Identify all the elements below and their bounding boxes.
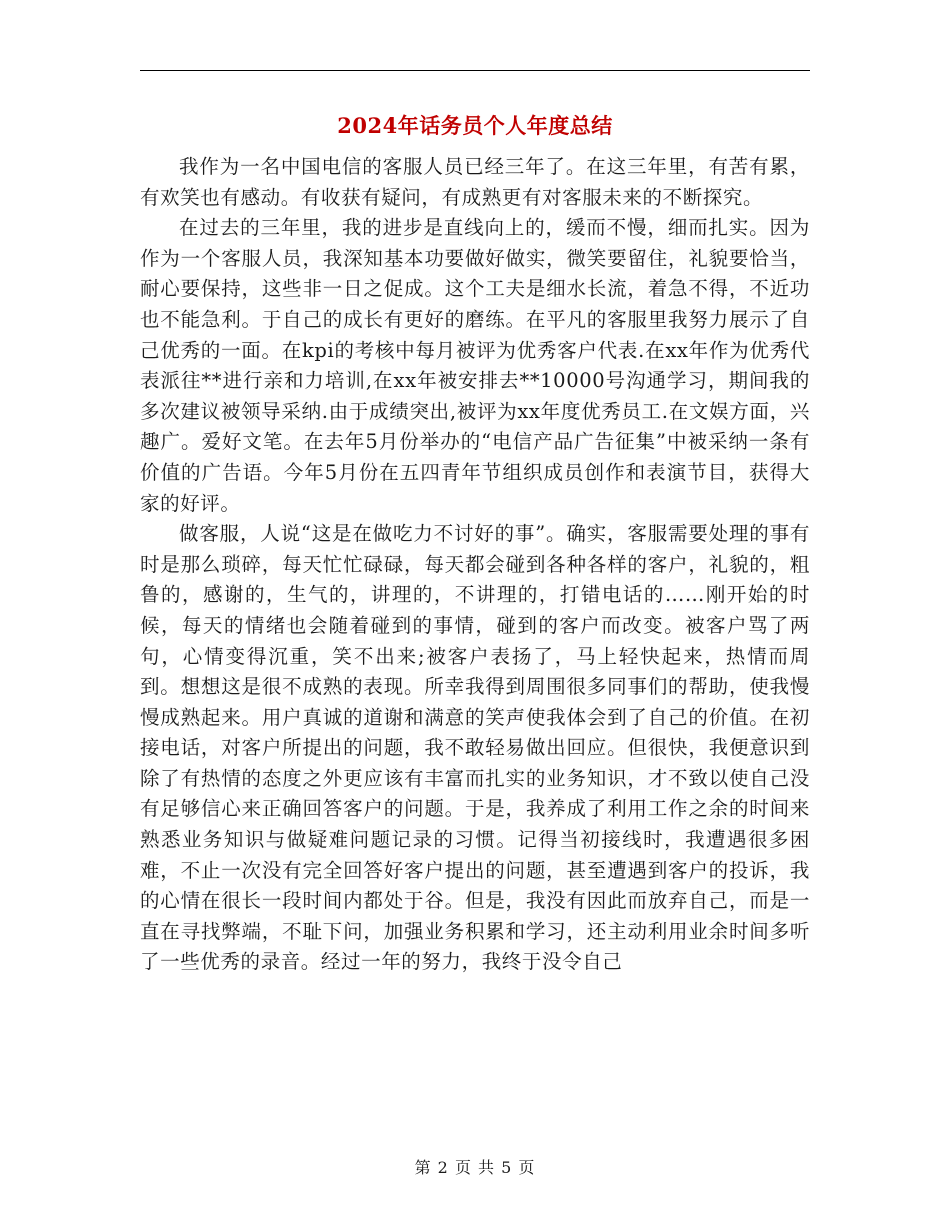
paragraph-3: 做客服，人说“这是在做吃力不讨好的事”。确实，客服需要处理的事有时是那么琐碎，每天忙忙碌碌，每天都会碰到各种各样的客户，礼貌的，粗鲁的，感谢的，生气的，讲理的，不讲理的，打错电话的……刚开始的时候，每天的情绪也会随着碰到的事情，碰到的客户而改变。被客户骂了两句，心情变得沉重，笑不出来;被客户表扬了，马上轻快起来，热情而周到。想想这是很不成熟的表现。所幸我得到周围很多同事们的帮助，使我慢慢成熟起来。用户真诚的道谢和满意的笑声使我体会到了自己的价值。在初接电话，对客户所提出的问题，我不敢轻易做出回应。但很快，我便意识到除了有热情的态度之外更应该有丰富而扎实的业务知识，才不致以使自己没有足够信心来正确回答客户的问题。于是，我养成了利用工作之余的时间来熟悉业务知识与做疑难问题记录的习惯。记得当初接线时，我遭遇很多困难，不止一次没有完全回答好客户提出的问题，甚至遭遇到客户的投诉，我的心情在很长一段时间内都处于谷。但是，我没有因此而放弃自己，而是一直在寻找弊端，不耻下问，加强业务积累和学习，还主动利用业余时间多听了一些优秀的录音。经过一年的努力，我终于没令自己 xyxy=(140,522,810,974)
paragraph-1: 我作为一名中国电信的客服人员已经三年了。在这三年里，有苦有累，有欢笑也有感动。有收获有疑问，有成熟更有对客服未来的不断探究。 xyxy=(140,155,810,209)
paragraph-2: 在过去的三年里，我的进步是直线向上的，缓而不慢，细而扎实。因为作为一个客服人员，我深知基本功要做好做实，微笑要留住，礼貌要恰当，耐心要保持，这些非一日之促成。这个工夫是细水长流，着急不得，不近功也不能急利。于自己的成长有更好的磨练。在平凡的客服里我努力展示了自己优秀的一面。在kpi的考核中每月被评为优秀客户代表.在xx年作为优秀代表派往**进行亲和力培训,在xx年被安排去**10000号沟通学习，期间我的多次建议被领导采纳.由于成绩突出,被评为xx年度优秀员工.在文娱方面，兴趣广。爱好文笔。在去年5月份举办的“电信产品广告征集”中被采纳一条有价值的广告语。今年5月份在五四青年节组织成员创作和表演节目，获得大家的好评。 xyxy=(140,216,810,515)
document-title: 2024年话务员个人年度总结 xyxy=(337,113,613,138)
header-rule xyxy=(140,70,810,71)
page-footer: 第 2 页 共 5 页 xyxy=(414,1158,536,1177)
document-body xyxy=(140,152,810,978)
